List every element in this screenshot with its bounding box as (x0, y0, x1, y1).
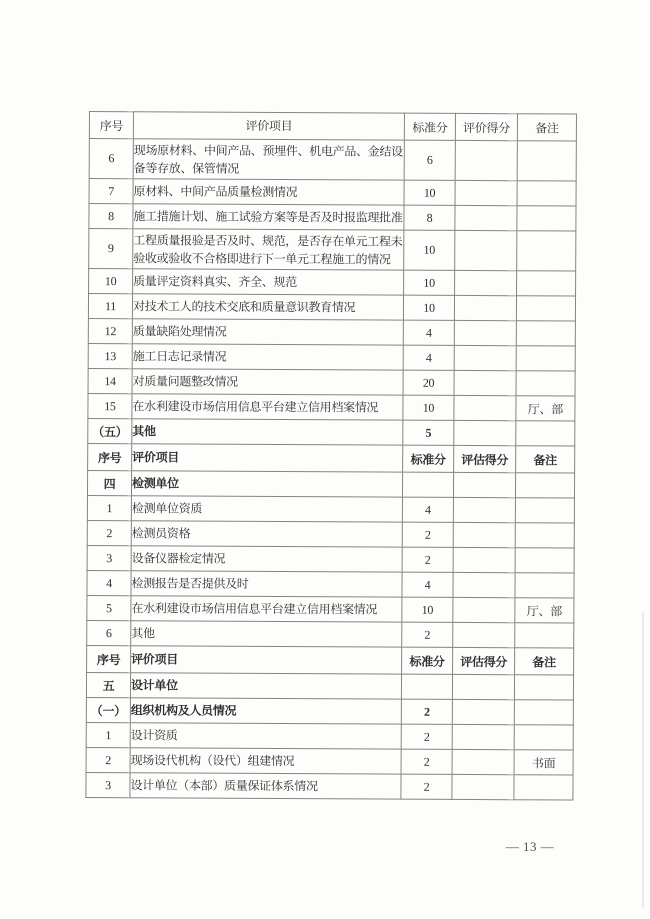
table-row (86, 747, 573, 775)
cell-score: 标准分 (403, 445, 454, 472)
cell-remark: 书面 (514, 750, 573, 775)
table-row (88, 318, 575, 346)
cell-got: 评估得分 (454, 445, 516, 472)
cell-remark (515, 523, 574, 548)
cell-no: （五） (88, 418, 132, 443)
page-number: — 13 — (505, 839, 555, 854)
table-row (89, 269, 576, 297)
cell-no: 4 (87, 570, 131, 595)
cell-score: 4 (402, 497, 453, 522)
cell-score: 10 (404, 270, 455, 295)
cell-got (455, 205, 517, 230)
table-row (89, 229, 576, 272)
cell-score: 6 (404, 140, 455, 180)
cell-item: 原材料、中间产品质量检测情况 (133, 179, 404, 205)
cell-no: 序号 (87, 645, 131, 672)
section-row (87, 470, 574, 498)
cell-item: 工程质量报验是否及时、规范，是否存在单元工程未验收或验收不合格即进行下一单元工程施工的情况 (133, 229, 404, 270)
cell-no: （一） (86, 697, 130, 722)
cell-score (401, 674, 452, 699)
cell-got (452, 749, 514, 774)
cell-no: 1 (87, 495, 131, 520)
cell-score: 5 (403, 420, 454, 445)
cell-item: 检测单位 (131, 471, 402, 497)
cell-score: 2 (401, 724, 452, 749)
cell-score: 10 (404, 230, 455, 270)
cell-remark: 备注 (516, 446, 575, 473)
cell-item: 设计资质 (130, 723, 401, 749)
cell-got (452, 724, 514, 749)
cell-remark (516, 346, 575, 371)
cell-no: 3 (86, 772, 130, 797)
cell-no: 6 (87, 620, 131, 645)
cell-got (454, 295, 516, 320)
section-row (88, 418, 575, 446)
table-row (88, 368, 575, 396)
cell-item: 组织机构及人员情况 (130, 698, 401, 724)
cell-item: 设计单位 (130, 673, 401, 699)
cell-score: 4 (403, 320, 454, 345)
cell-score: 10 (403, 395, 454, 420)
cell-remark (517, 181, 576, 206)
cell-got (452, 674, 514, 699)
section-row (86, 697, 573, 725)
cell-no: 7 (89, 179, 133, 204)
cell-got (454, 420, 516, 445)
cell-score: 4 (402, 572, 453, 597)
cell-no: 5 (87, 595, 131, 620)
cell-got (453, 547, 515, 572)
cell-remark (514, 700, 573, 725)
cell-item: 在水利建设市场信用信息平台建立信用档案情况 (131, 596, 402, 622)
cell-no: 序号 (88, 443, 132, 470)
cell-item: 评价项目 (131, 646, 402, 674)
cell-got (454, 320, 516, 345)
cell-got: 评估得分 (453, 647, 515, 674)
table-row (88, 343, 575, 371)
cell-remark: 厅、部 (515, 598, 574, 623)
table-row (88, 294, 575, 322)
cell-item: 设备仪器检定情况 (131, 546, 402, 572)
cell-score: 20 (403, 370, 454, 395)
cell-no: 6 (89, 139, 133, 179)
cell-item: 其他 (132, 419, 403, 445)
cell-score: 标准分 (404, 113, 455, 140)
cell-item: 检测员资格 (131, 521, 402, 547)
table-row (87, 495, 574, 523)
cell-got (454, 345, 516, 370)
cell-score: 8 (404, 205, 455, 230)
column-header-row (89, 112, 576, 142)
cell-item: 评价项目 (132, 444, 403, 472)
cell-item: 检测单位资质 (131, 496, 402, 522)
cell-item: 在水利建设市场信用信息平台建立信用档案情况 (132, 394, 403, 420)
cell-remark (515, 548, 574, 573)
cell-no: 五 (86, 672, 130, 697)
cell-score: 标准分 (402, 647, 453, 674)
cell-score: 2 (401, 749, 452, 774)
cell-remark (515, 498, 574, 523)
section-row (86, 672, 573, 700)
cell-score: 2 (401, 699, 452, 724)
cell-remark (515, 473, 574, 498)
cell-score: 10 (403, 295, 454, 320)
table-row (87, 595, 574, 623)
cell-no: 9 (89, 229, 133, 269)
table-row (86, 772, 573, 800)
cell-got (454, 370, 516, 395)
cell-item: 施工日志记录情况 (132, 344, 403, 370)
column-header-row (88, 443, 575, 473)
cell-remark (514, 725, 573, 750)
cell-no: 8 (89, 204, 133, 229)
cell-no: 13 (88, 343, 132, 368)
scan-edge-line (642, 612, 644, 908)
cell-got (455, 270, 517, 295)
cell-item: 设计单位（本部）质量保证体系情况 (130, 773, 401, 799)
cell-remark (514, 775, 573, 800)
cell-item: 质量评定资料真实、齐全、规范 (133, 269, 404, 295)
cell-no: 序号 (89, 112, 133, 139)
cell-got (452, 774, 514, 799)
cell-remark (516, 296, 575, 321)
cell-no: 14 (88, 368, 132, 393)
table-row (88, 393, 575, 421)
cell-item: 现场设代机构（设代）组建情况 (130, 748, 401, 774)
cell-item: 评价项目 (133, 112, 404, 140)
cell-remark (516, 421, 575, 446)
cell-no: 12 (88, 318, 132, 343)
cell-got: 评价得分 (455, 113, 517, 140)
cell-remark (517, 271, 576, 296)
cell-remark (517, 206, 576, 231)
cell-remark (516, 321, 575, 346)
table-row (89, 204, 576, 232)
cell-remark: 厅、部 (516, 396, 575, 421)
cell-got (453, 572, 515, 597)
cell-item: 对技术工人的技术交底和质量意识教育情况 (132, 294, 403, 320)
cell-score: 4 (403, 345, 454, 370)
table-row (89, 139, 576, 182)
cell-remark (517, 141, 576, 181)
cell-score: 2 (401, 774, 452, 799)
cell-remark (514, 675, 573, 700)
cell-score: 2 (402, 547, 453, 572)
cell-item: 对质量问题整改情况 (132, 369, 403, 395)
table-row (87, 545, 574, 573)
table-row (89, 179, 576, 207)
cell-no: 2 (87, 520, 131, 545)
cell-remark (516, 371, 575, 396)
cell-score: 2 (402, 522, 453, 547)
cell-score: 10 (402, 597, 453, 622)
cell-no: 15 (88, 393, 132, 418)
column-header-row (87, 645, 574, 675)
cell-got (453, 497, 515, 522)
cell-no: 四 (87, 470, 131, 495)
cell-remark (517, 231, 576, 271)
cell-score: 2 (402, 622, 453, 647)
cell-remark (515, 623, 574, 648)
table-row (86, 722, 573, 750)
cell-got (453, 597, 515, 622)
cell-item: 检测报告是否提供及时 (131, 571, 402, 597)
cell-item: 施工措施计划、施工试验方案等是否及时报监理批准 (133, 204, 404, 230)
cell-item: 质量缺陷处理情况 (132, 319, 403, 345)
cell-got (453, 622, 515, 647)
cell-no: 11 (88, 294, 132, 319)
evaluation-table (85, 111, 577, 801)
cell-got (455, 140, 517, 180)
table-row (87, 520, 574, 548)
cell-got (453, 522, 515, 547)
cell-got (454, 395, 516, 420)
cell-got (455, 180, 517, 205)
cell-got (453, 472, 515, 497)
table-row (87, 620, 574, 648)
cell-score (402, 472, 453, 497)
eval-table-body (86, 112, 577, 801)
cell-item: 现场原材料、中间产品、预埋件、机电产品、金结设备等存放、保管情况 (133, 139, 404, 180)
cell-no: 10 (89, 269, 133, 294)
cell-remark: 备注 (517, 114, 576, 141)
cell-got (455, 230, 517, 270)
cell-no: 2 (86, 747, 130, 772)
cell-got (452, 699, 514, 724)
cell-no: 1 (86, 722, 130, 747)
cell-remark (515, 573, 574, 598)
cell-remark: 备注 (515, 648, 574, 675)
table-row (87, 570, 574, 598)
cell-no: 3 (87, 545, 131, 570)
cell-score: 10 (404, 180, 455, 205)
cell-item: 其他 (131, 621, 402, 647)
